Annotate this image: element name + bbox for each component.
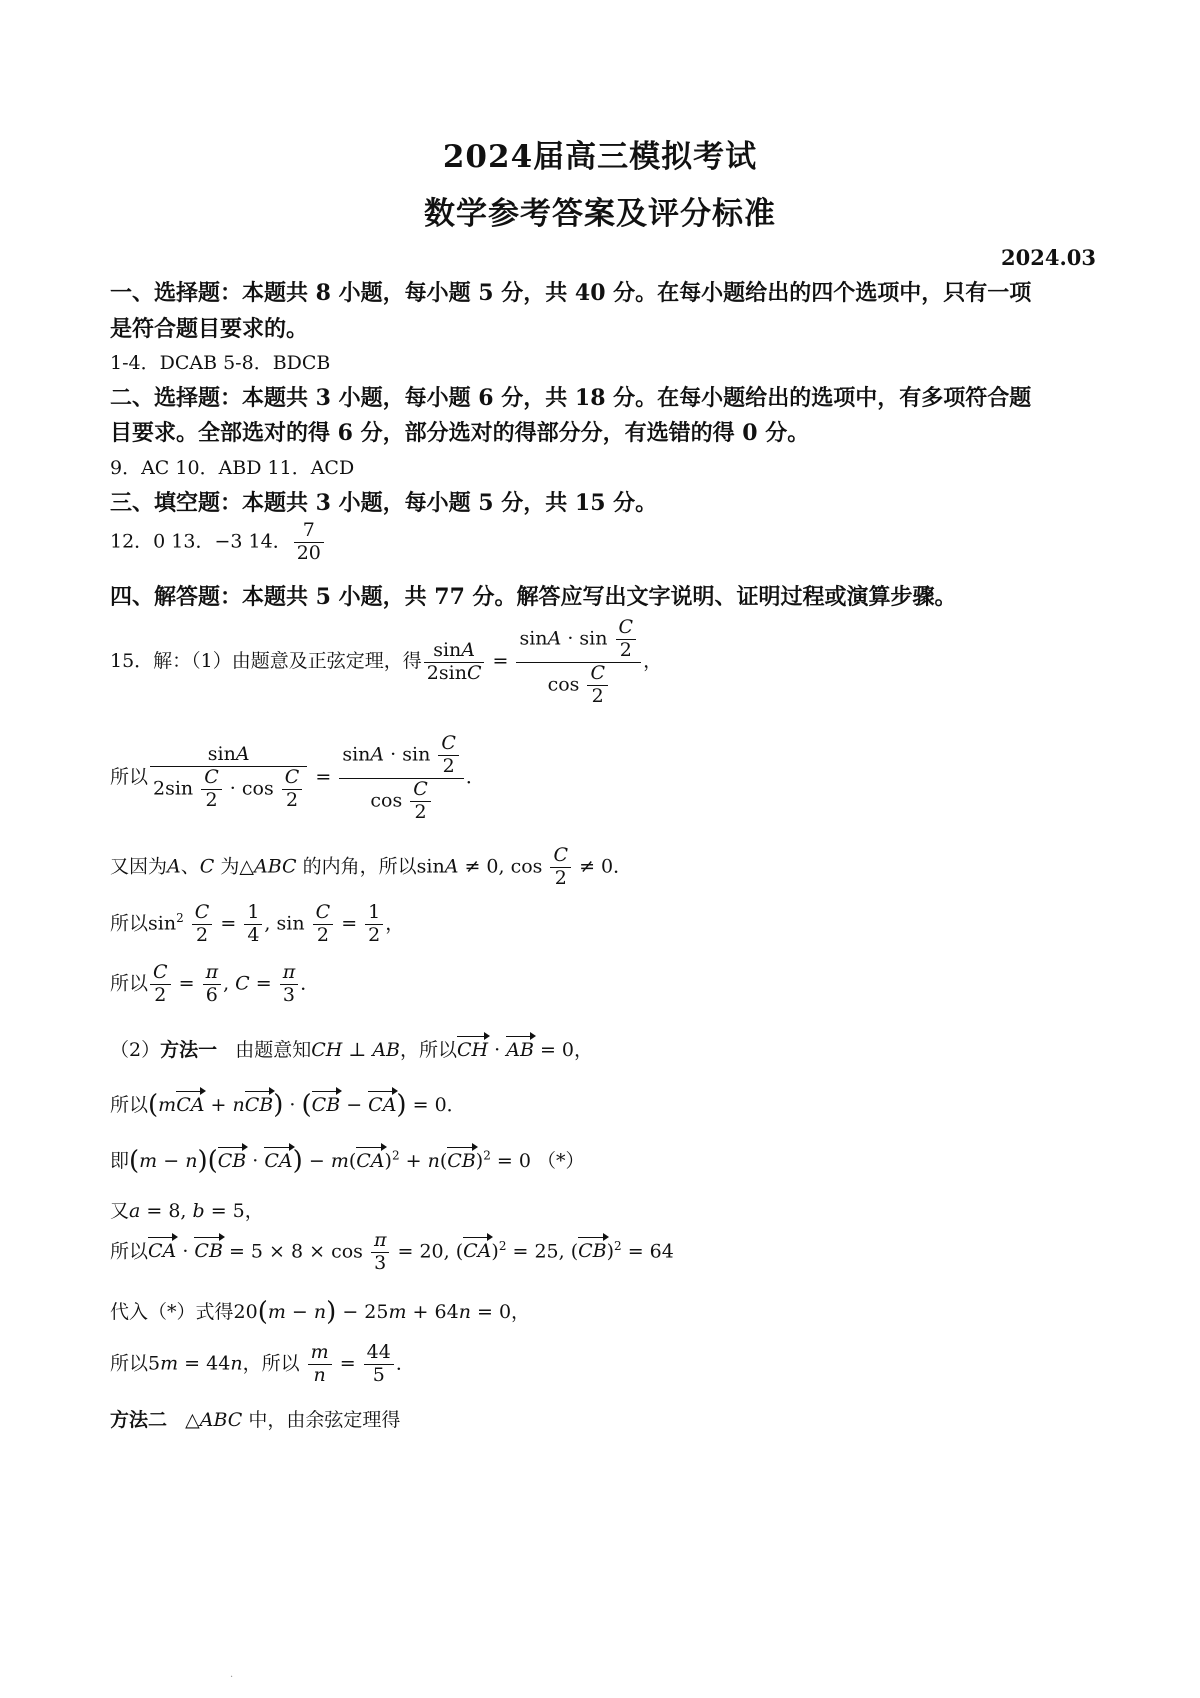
q15-method2-line: 方法二 △ABC 中，由余弦定理得: [110, 1409, 401, 1431]
q15-intro: 15．解：（1）由题意及正弦定理，得: [110, 650, 422, 673]
ji-label: 即: [110, 1150, 130, 1172]
document-date: 2024.03: [1001, 245, 1096, 270]
formula-fraction: sinA · sin $\frac{C}{2}$ cos $\frac{C}{2}$: [339, 733, 464, 823]
part2-label: （2）: [110, 1039, 161, 1061]
section1-answers: 1-4．DCAB 5-8．BDCB: [110, 352, 331, 374]
formula-fraction: sinA 2sin $\frac{C}{2}$ · cos $\frac{C}{2}$: [150, 744, 307, 812]
formula-fraction: sinA · sin $\frac{C}{2}$ cos $\frac{C}{2}$: [516, 617, 641, 707]
section3-heading: 三、填空题：本题共 3 小题，每小题 5 分，共 15 分。: [110, 490, 658, 516]
so-label: 所以: [110, 912, 149, 935]
star-label: （*）: [536, 1150, 585, 1172]
q15-line3: 又因为A、C 为△ABC 的内角，所以sinA ≠ 0, cos $\frac{C}{2}$ ≠ 0．: [110, 844, 633, 889]
section3-answers-text: 12．0 13．−3 14．: [110, 530, 292, 553]
q15-part2-line: （2）方法一 由题意知CH ⊥ AB，所以CH · AB = 0，: [110, 1039, 594, 1061]
q15-line12: 所以5m = 44n，所以 $\frac{m}{n}$ = $\frac{44}{5}$ ．: [110, 1341, 415, 1386]
document-title: 2024届高三模拟考试: [442, 139, 758, 175]
so-label: 所以: [110, 972, 149, 995]
method1-label: 方法一: [160, 1039, 218, 1061]
section1-heading-line1: 一、选择题：本题共 8 小题，每小题 5 分，共 40 分。在每小题给出的四个选项中，只有一项: [110, 280, 1032, 306]
so-label: 所以: [110, 1240, 149, 1263]
section3-answers: [110, 520, 326, 565]
method2-label: 方法二: [110, 1409, 168, 1431]
q15-line5: 所以 $\frac{C}{2}$ = $\frac{\pi}{6}$ , C = $\frac{\pi}{3}$ ．: [110, 961, 320, 1006]
section2-heading-line1: 二、选择题：本题共 3 小题，每小题 6 分，共 18 分。在每小题给出的选项中，有多项符合题: [110, 385, 1032, 411]
section1-heading-line2: 是符合题目要求的。: [110, 316, 309, 342]
q15-line10: 所以CA · CB = 5 × 8 × cos $\frac{\pi}{3}$ = 20, (CA)$^2$ = 25, (CB)$^2$ = 64: [110, 1229, 674, 1274]
q15-line11: 代入（*）式得20(m − n) − 25m + 64n = 0，: [110, 1297, 531, 1327]
document-subtitle: 数学参考答案及评分标准: [424, 196, 776, 232]
q15-line1: 15．解：（1）由题意及正弦定理，得 $\frac{\sin A}{2\sin C}$ = sinA · sin $\frac{C}{2}$ cos $\frac{C}{2}$ ，: [110, 616, 663, 707]
q15-line2: 所以 sinA 2sin $\frac{C}{2}$ · cos $\frac{C}{2}$ = sinA · sin $\frac{C}{2}$ cos $\frac{C}{2}$ ．: [110, 732, 485, 823]
q15-line7: 所以(mCA + nCB) · (CB − CA) = 0．: [110, 1090, 466, 1120]
also-tail: 的内角，所以: [302, 855, 417, 878]
q15-line4: 所以$\sin^2$ $\frac{C}{2}$ = $\frac{1}{4}$ , sin $\frac{C}{2}$ = $\frac{1}{2}$ ，: [110, 901, 405, 946]
so-label: 所以: [110, 766, 149, 789]
answer14-denominator: 20: [294, 542, 324, 565]
footer-mark: ·: [230, 1672, 234, 1683]
answer14-numerator: 7: [302, 519, 315, 541]
section2-answers: 9．AC 10．ABD 11．ACD: [110, 457, 355, 479]
sub-label: 代入（*）式得: [110, 1301, 234, 1323]
also-label: 又因为: [110, 855, 168, 878]
section4-heading: 四、解答题：本题共 5 小题，共 77 分。解答应写出文字说明、证明过程或演算步骤。: [110, 584, 957, 610]
q15-line8: 即(m − n)(CB · CA) − m(CA)$^2$ + n(CB)$^2$ = 0 （*）: [110, 1146, 585, 1176]
section2-heading-line2: 目要求。全部选对的得 6 分，部分选对的得部分分，有选错的得 0 分。: [110, 420, 810, 446]
q15-line9: 又a = 8, b = 5，: [110, 1200, 264, 1222]
answer14-fraction: [294, 520, 324, 565]
formula-fraction: $\frac{\sin A}{2\sin C}$: [424, 640, 485, 685]
also-mid: 为△: [220, 855, 254, 878]
so-label: 所以: [110, 1352, 149, 1375]
method2-text: 中，由余弦定理得: [248, 1409, 401, 1431]
method1-text: 由题意知: [235, 1039, 312, 1061]
so-label: 所以: [110, 1094, 149, 1116]
you-label: 又: [110, 1200, 130, 1222]
